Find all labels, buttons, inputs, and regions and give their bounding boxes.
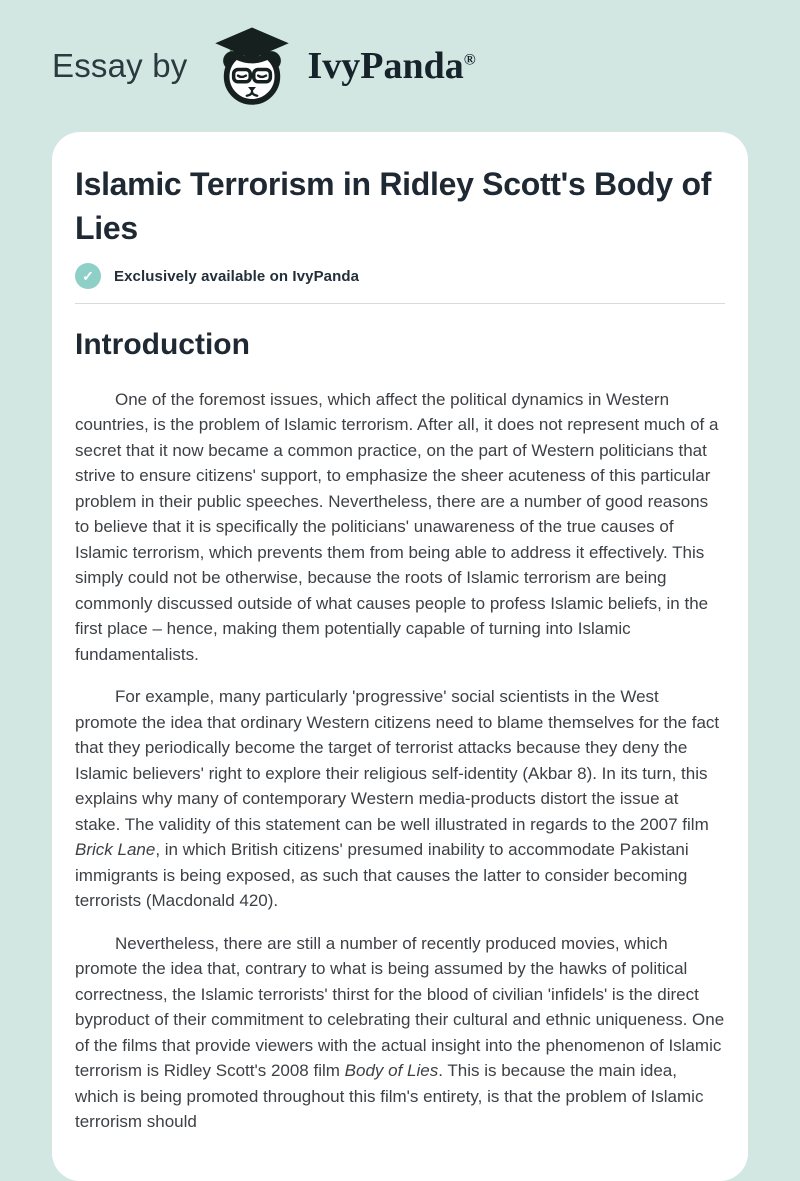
brand-name (308, 47, 476, 85)
essay-card (52, 132, 748, 1181)
panda-graduate-icon (207, 24, 297, 108)
essay-paragraph: Nevertheless, there are still a number of recently produced movies, which promote the idea that, contrary to what is being assumed by the hawks of political correctness, the Islamic terrorists' thirst for the blood of civilian 'infidels' is the direct byproduct of their commitment to celebrating their cultural and ethnic uniqueness. One of the films that provide viewers with the actual insight into the phenomenon of Islamic terrorism is Ridley Scott's 2008 film Body of Lies. This is because the main idea, which is being promoted throughout this film's entirety, is that the problem of Islamic terrorism should (75, 933, 725, 1131)
essay-paragraph: For example, many particularly 'progressive' social scientists in the West promote the idea that ordinary Western citizens need to blame themselves for the fact that they periodically become the target of terrorist attacks because they deny the Islamic believers' right to explore their religious self-identity (Akbar 8). In its turn, this explains why many of contemporary Western media-products distort the issue at stake. The validity of this statement can be well illustrated in regards to the 2007 film Brick Lane, in which British citizens' presumed inability to accommodate Pakistani immigrants is being exposed, as such that causes the latter to consider becoming terrorists (Macdonald 420). (75, 687, 720, 910)
divider (75, 303, 725, 304)
essay-title: Islamic Terrorism in Ridley Scott's Body of Lies (75, 166, 712, 246)
registered-mark: ® (463, 51, 476, 69)
ivypanda-logo (206, 23, 298, 109)
brand-text: IvyPanda (307, 45, 464, 87)
essay-paragraph: One of the foremost issues, which affect the political dynamics in Western countries, is the problem of Islamic terrorism. After all, it does not represent much of a secret that it now became a common practice, on the part of Western politicians that strive to ensure citizens' support, to emphasize the sheer acuteness of this particular problem in their public speeches. Nevertheless, there are a number of good reasons to believe that it is specifically the politicians' unawareness of the true causes of Islamic terrorism, which prevents them from being able to address it effectively. This simply could not be otherwise, because the roots of Islamic terrorism are being commonly discussed outside of what causes people to profess Islamic beliefs, in the first place – hence, making them potentially capable of turning into Islamic fundamentalists. (75, 389, 719, 664)
exclusive-badge (75, 263, 725, 289)
exclusive-badge-label: Exclusively available on IvyPanda (114, 267, 360, 285)
essay-paragraphs (75, 387, 725, 1135)
section-heading-introduction: Introduction (75, 328, 250, 361)
page-header (0, 0, 800, 132)
check-icon: ✓ (75, 263, 101, 289)
essay-by-label: Essay by (52, 47, 188, 84)
